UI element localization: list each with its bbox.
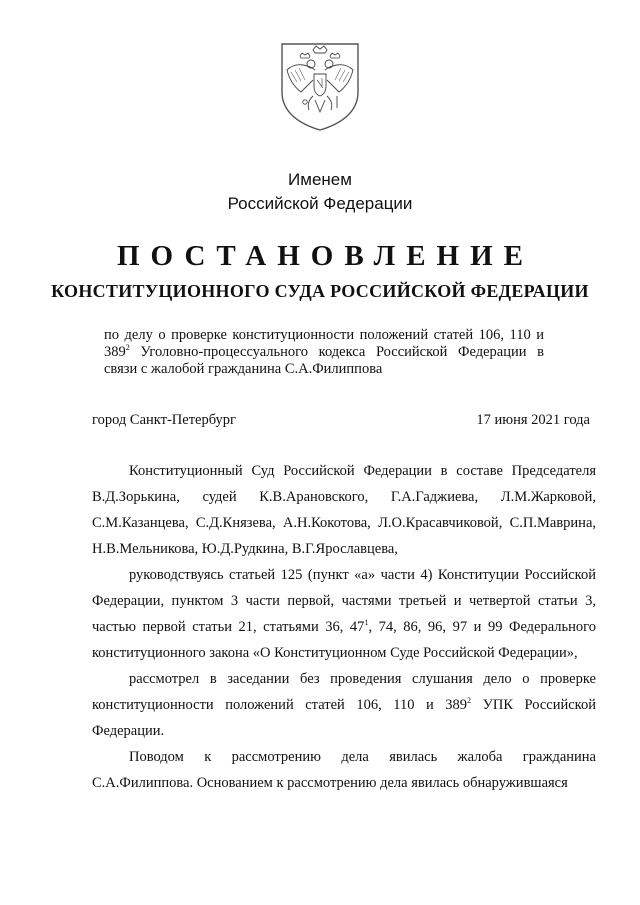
coat-of-arms-emblem bbox=[279, 40, 361, 132]
document-body bbox=[92, 458, 596, 796]
header-line-1: Именем bbox=[288, 170, 352, 189]
paragraph-legal-basis bbox=[92, 562, 596, 666]
date-of-issue: 17 июня 2021 года bbox=[476, 412, 590, 428]
paragraph-considered bbox=[92, 666, 596, 744]
paragraph-considered-part-2: УПК Российской Федерации. bbox=[92, 697, 596, 739]
case-subject-part-2: Уголовно-процессуального кодекса Российской Федерации в связи с жалобой гражданина С.А.Филиппова bbox=[104, 344, 544, 377]
paragraph-reason: Поводом к рассмотрению дела явилась жалоба гражданина С.А.Филиппова. Основанием к рассмотрению дела явилась обнаружившаяся bbox=[92, 749, 596, 791]
paragraph-legal-basis-part-1: руководствуясь статьей 125 (пункт «а» части 4) Конституции Российской Федерации, пунктом 3 части первой, частями третьей и четвертой статьи 3, частью первой статьи 21, статьями 36, 47 bbox=[92, 567, 596, 635]
paragraph-legal-basis-superscript: 1 bbox=[364, 618, 369, 627]
case-subject-superscript: 2 bbox=[125, 343, 130, 352]
document-subtitle: КОНСТИТУЦИОННОГО СУДА РОССИЙСКОЙ ФЕДЕРАЦИИ bbox=[51, 281, 589, 301]
paragraph-court-composition: Конституционный Суд Российской Федерации в составе Председателя В.Д.Зорькина, судей К.В.Арановского, Г.А.Гаджиева, Л.М.Жарковой, С.М.Казанцева, С.Д.Князева, А.Н.Кокотова, Л.О.Красавчиковой, С.П.Маврина, Н.В.Мельникова, Ю.Д.Рудкина, В.Г.Ярославцева, bbox=[92, 463, 596, 557]
case-subject-part-1: по делу о проверке конституционности положений статей 106, 110 и 389 bbox=[104, 327, 544, 360]
place-of-issue: город Санкт-Петербург bbox=[92, 412, 237, 428]
header-line-2: Российской Федерации bbox=[227, 194, 413, 213]
document-title: ПОСТАНОВЛЕНИЕ bbox=[116, 240, 534, 272]
paragraph-considered-part-1: рассмотрел в заседании без проведения слушания дело о проверке конституционности положений статей 106, 110 и 389 bbox=[92, 671, 596, 713]
paragraph-considered-superscript: 2 bbox=[467, 696, 472, 705]
paragraph-legal-basis-part-2: , 74, 86, 96, 97 и 99 Федерального конституционного закона «О Конституционном Суде Российской Федерации», bbox=[92, 619, 597, 661]
case-subject bbox=[104, 327, 544, 378]
